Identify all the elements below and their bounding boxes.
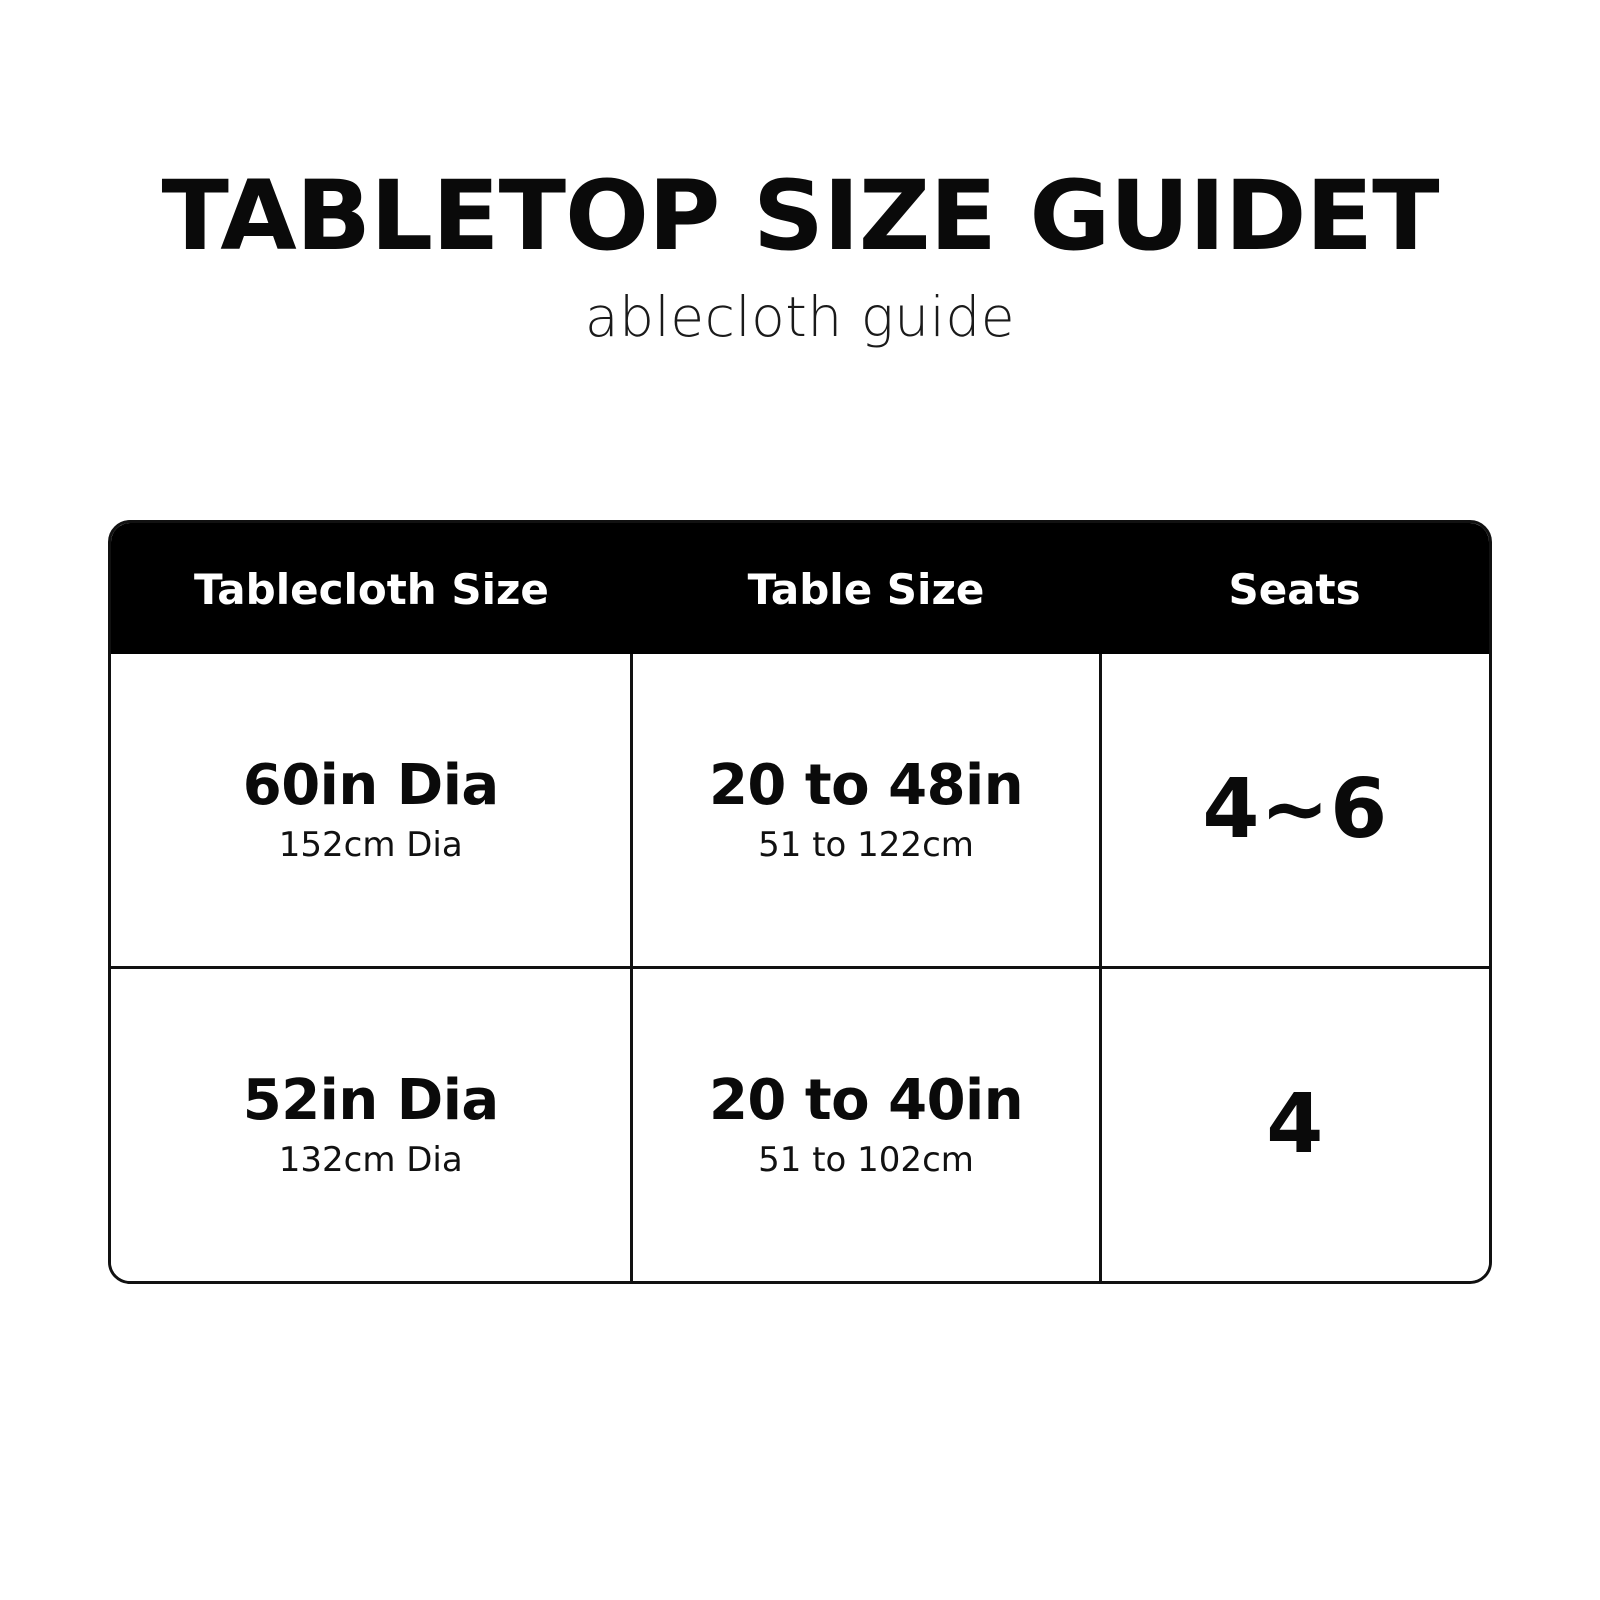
cell-seats [1100, 968, 1489, 1282]
cell-content [633, 969, 1098, 1281]
table-body [111, 654, 1489, 1281]
page-subtitle: ablecloth guide [584, 285, 1016, 349]
seats-value: 4~6 [1202, 762, 1389, 857]
table-size-cm: 51 to 102cm [758, 1139, 974, 1180]
column-header-table-size: Table Size [747, 565, 985, 614]
table-size-inches: 20 to 40in [708, 1067, 1024, 1133]
seats-value: 4 [1266, 1077, 1325, 1172]
size-table-container [108, 520, 1492, 1284]
table-header-row [111, 523, 1489, 654]
table-row [111, 654, 1489, 968]
cell-content [111, 969, 630, 1281]
table-row [111, 968, 1489, 1282]
cell-table-size [632, 968, 1100, 1282]
tablecloth-size-cm: 132cm Dia [278, 1139, 463, 1180]
cell-seats [1100, 654, 1489, 968]
table-size-cm: 51 to 122cm [758, 824, 974, 865]
column-header-tablecloth-size: Tablecloth Size [194, 565, 549, 614]
table-size-inches: 20 to 48in [708, 752, 1024, 818]
cell-tablecloth-size [111, 968, 632, 1282]
cell-content [633, 654, 1098, 966]
tablecloth-size-cm: 152cm Dia [278, 824, 463, 865]
column-header-seats: Seats [1228, 565, 1361, 614]
page-title: TABLETOP SIZE GUIDET [161, 160, 1439, 272]
tablecloth-size-inches: 52in Dia [242, 1067, 499, 1133]
cell-tablecloth-size [111, 654, 632, 968]
size-table [111, 523, 1489, 1281]
page-header [0, 0, 1600, 349]
cell-table-size [632, 654, 1100, 968]
cell-content [1102, 969, 1489, 1281]
cell-content [1102, 654, 1489, 966]
tablecloth-size-inches: 60in Dia [242, 752, 499, 818]
table-header [111, 523, 1489, 654]
cell-content [111, 654, 630, 966]
